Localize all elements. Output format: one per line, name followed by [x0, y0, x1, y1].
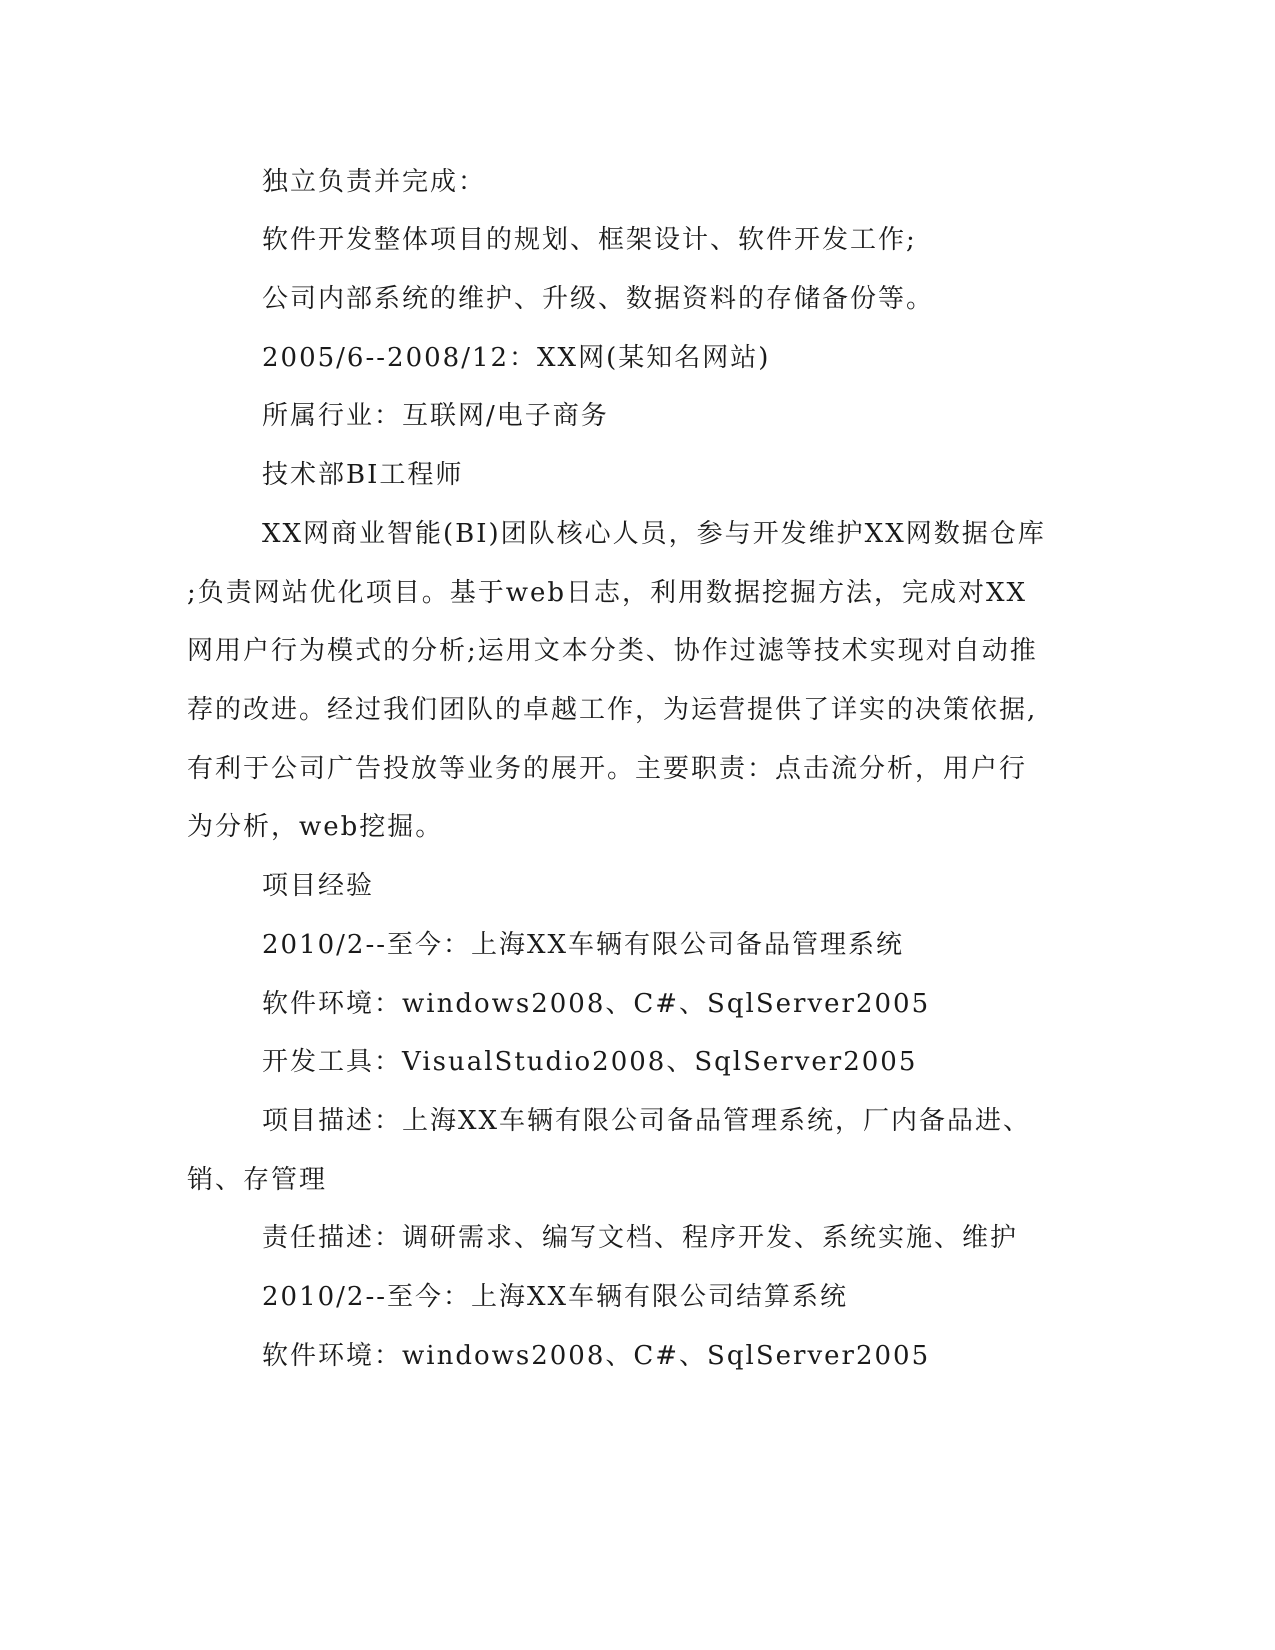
text-line-10: 荐的改进。经过我们团队的卓越工作，为运营提供了详实的决策依据, [187, 695, 1038, 725]
text-line-12: 为分析，web挖掘。 [187, 812, 444, 842]
text-line-3: 公司内部系统的维护、升级、数据资料的存储备份等。 [262, 284, 935, 314]
text-line-6: 技术部BI工程师 [262, 460, 464, 490]
text-line-4: 2005/6--2008/12：XX网(某知名网站) [262, 343, 771, 373]
text-line-16: 开发工具：VisualStudio2008、SqlServer2005 [262, 1047, 918, 1077]
text-line-8: ;负责网站优化项目。基于web日志，利用数据挖掘方法，完成对XX [187, 578, 1028, 608]
text-line-7: XX网商业智能(BI)团队核心人员，参与开发维护XX网数据仓库 [262, 519, 1046, 549]
text-line-21: 软件环境：windows2008、C#、SqlServer2005 [262, 1341, 931, 1371]
text-line-17: 项目描述：上海XX车辆有限公司备品管理系统，厂内备品进、 [262, 1106, 1032, 1136]
text-line-1: 独立负责并完成： [262, 167, 487, 197]
text-line-18: 销、存管理 [187, 1165, 328, 1195]
text-line-2: 软件开发整体项目的规划、框架设计、软件开发工作; [262, 225, 917, 255]
section-heading-project-experience: 项目经验 [262, 871, 375, 901]
text-line-15: 软件环境：windows2008、C#、SqlServer2005 [262, 989, 931, 1019]
text-line-20: 2010/2--至今：上海XX车辆有限公司结算系统 [262, 1282, 849, 1312]
text-line-19: 责任描述：调研需求、编写文档、程序开发、系统实施、维护 [262, 1223, 1019, 1253]
text-line-14: 2010/2--至今：上海XX车辆有限公司备品管理系统 [262, 930, 905, 960]
text-line-9: 网用户行为模式的分析;运用文本分类、协作过滤等技术实现对自动推 [187, 636, 1038, 666]
text-line-11: 有利于公司广告投放等业务的展开。主要职责：点击流分析，用户行 [187, 754, 1028, 784]
text-line-5: 所属行业：互联网/电子商务 [262, 401, 609, 431]
